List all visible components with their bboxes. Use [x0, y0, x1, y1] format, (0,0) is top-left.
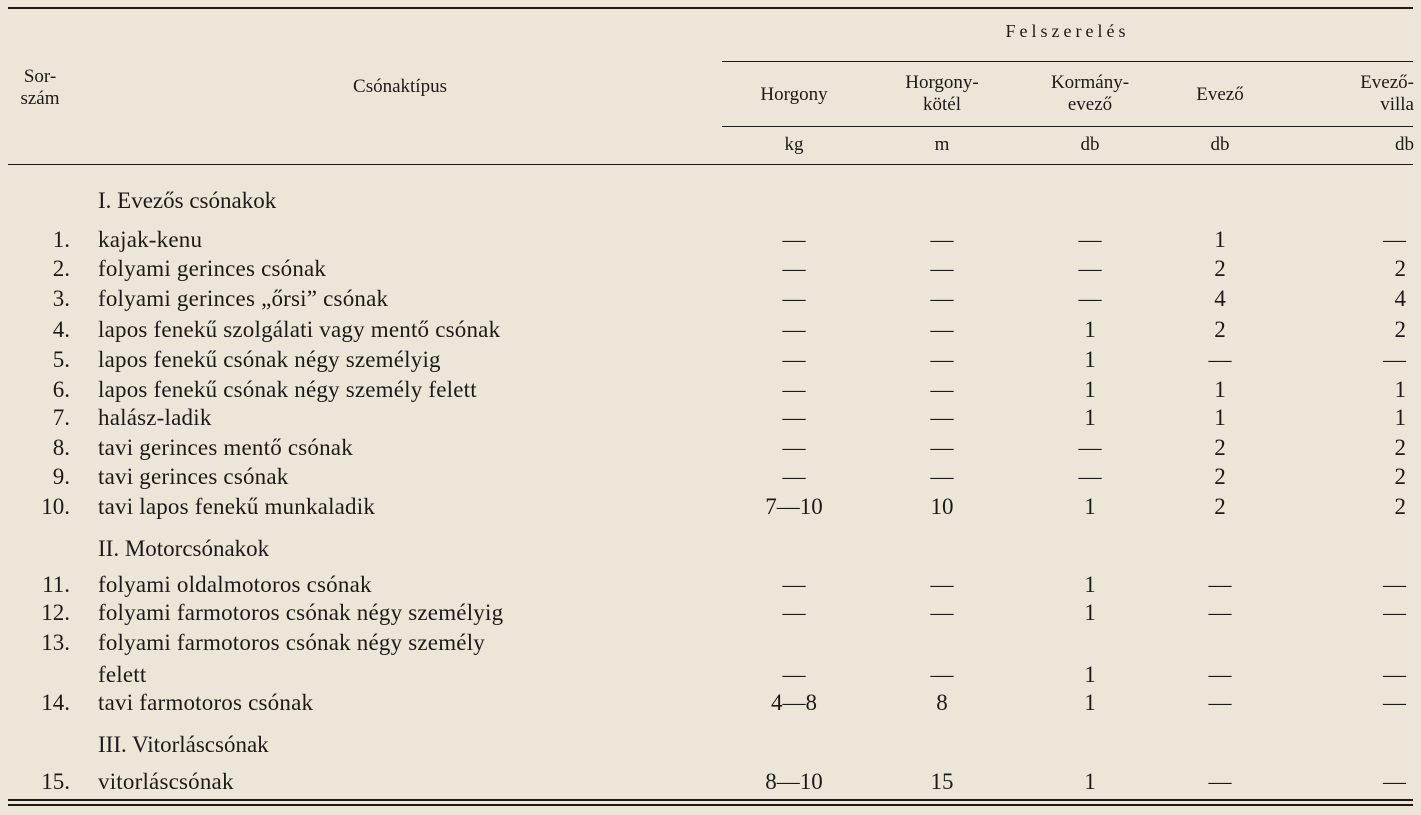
table-row [0, 284, 1421, 314]
row-boat-type: lapos fenekű szolgálati vagy mentő csónak [98, 317, 501, 342]
row-value: — [782, 435, 806, 460]
row-value: 1 [1084, 405, 1096, 430]
row-number: 1. [52, 227, 70, 252]
row-number: 10. [41, 494, 70, 519]
row-number: 7. [52, 405, 70, 430]
table-row [0, 375, 1421, 405]
row-number: 6. [52, 377, 70, 402]
row-value: 1 [1084, 600, 1096, 625]
header-kormanyevezo: Kormány- evező [1050, 72, 1130, 115]
row-value: 2 [1394, 256, 1406, 281]
row-value: 7—10 [765, 494, 823, 519]
row-value: 2 [1394, 435, 1406, 460]
header-horgonykotel: Horgony- kötél [905, 72, 979, 115]
row-value: 4—8 [771, 690, 817, 715]
row-number: 11. [42, 572, 70, 597]
header-evezo: Evező [1196, 84, 1244, 105]
table-row [0, 254, 1421, 284]
table-row [0, 403, 1421, 433]
row-value: 1 [1084, 377, 1096, 402]
row-value: 2 [1214, 494, 1226, 519]
row-value: — [1208, 347, 1232, 372]
row-value: — [1078, 256, 1102, 281]
row-value: 2 [1214, 435, 1226, 460]
row-number: 8. [52, 435, 70, 460]
row-value: — [930, 600, 954, 625]
row-value: — [930, 347, 954, 372]
row-value: 15 [930, 769, 954, 794]
row-boat-type: folyami farmotoros csónak négy személyig [98, 600, 504, 625]
row-value: 1 [1084, 317, 1096, 342]
row-value: — [1078, 464, 1102, 489]
row-value: — [1383, 662, 1406, 687]
row-value: 4 [1394, 286, 1406, 311]
row-value: — [782, 286, 806, 311]
table-row [0, 598, 1421, 628]
section-title: I. Evezős csónakok [98, 188, 277, 213]
row-value: — [1383, 227, 1406, 252]
row-value: — [930, 435, 954, 460]
row-boat-type: halász-ladik [98, 405, 212, 430]
table-row [0, 462, 1421, 492]
row-value: 2 [1214, 464, 1226, 489]
row-value: — [1208, 600, 1232, 625]
row-value: 1 [1394, 405, 1406, 430]
unit-horgony: kg [784, 134, 804, 155]
row-number: 4. [52, 317, 70, 342]
section-title: III. Vitorláscsónak [98, 732, 269, 757]
felszereles-rule [722, 61, 1413, 62]
row-value: — [930, 572, 954, 597]
header-horgony: Horgony [760, 84, 828, 105]
row-boat-type: tavi farmotoros csónak [98, 690, 314, 715]
row-value: — [1208, 690, 1232, 715]
row-value: — [930, 405, 954, 430]
row-value: — [782, 405, 806, 430]
row-value: 1 [1214, 227, 1226, 252]
header-bottom-rule [8, 164, 1413, 165]
row-boat-type-continued: felett [98, 662, 147, 687]
row-value: 4 [1214, 286, 1226, 311]
row-value: 1 [1084, 769, 1096, 794]
row-number: 14. [41, 690, 70, 715]
table-row [0, 628, 1421, 658]
table-row [0, 570, 1421, 600]
row-value: — [782, 317, 806, 342]
table-row-continuation [0, 660, 1421, 690]
row-value: 10 [930, 494, 954, 519]
row-number: 15. [41, 769, 70, 794]
table-row [0, 688, 1421, 718]
row-boat-type: vitorláscsónak [98, 769, 234, 794]
unit-horgonykotel: m [934, 134, 950, 155]
header-csonaktipus: Csónaktípus [353, 76, 447, 97]
row-value: — [1208, 662, 1232, 687]
row-value: 1 [1084, 690, 1096, 715]
row-boat-type: folyami farmotoros csónak négy személy [98, 630, 485, 655]
row-value: — [930, 256, 954, 281]
unit-evezovilla: db [1395, 134, 1414, 155]
row-value: — [782, 662, 806, 687]
row-value: 8 [936, 690, 948, 715]
row-value: — [930, 464, 954, 489]
row-value: — [1208, 572, 1232, 597]
row-value: 2 [1214, 256, 1226, 281]
unit-kormanyevezo: db [1080, 134, 1100, 155]
row-boat-type: folyami oldalmotoros csónak [98, 572, 372, 597]
row-value: 2 [1394, 494, 1406, 519]
row-boat-type: kajak-kenu [98, 227, 203, 252]
row-number: 12. [41, 600, 70, 625]
row-value: 1 [1214, 377, 1226, 402]
row-number: 2. [52, 256, 70, 281]
row-value: 1 [1084, 494, 1096, 519]
row-value: — [1208, 769, 1232, 794]
row-value: 1 [1394, 377, 1406, 402]
row-boat-type: folyami gerinces csónak [98, 256, 327, 281]
row-value: — [782, 256, 806, 281]
row-value: — [1078, 227, 1102, 252]
row-value: — [930, 317, 954, 342]
row-value: — [1383, 347, 1406, 372]
row-value: 2 [1214, 317, 1226, 342]
row-boat-type: folyami gerinces „őrsi” csónak [98, 286, 389, 311]
row-value: — [1383, 572, 1406, 597]
row-number: 3. [52, 286, 70, 311]
bottom-rule [8, 799, 1413, 801]
row-boat-type: lapos fenekű csónak négy személyig [98, 347, 441, 372]
table-row [0, 433, 1421, 463]
row-value: — [782, 464, 806, 489]
row-value: — [1383, 600, 1406, 625]
row-number: 13. [41, 630, 70, 655]
table-row [0, 492, 1421, 522]
row-value: — [782, 600, 806, 625]
row-number: 5. [52, 347, 70, 372]
unit-rule [722, 126, 1413, 127]
row-value: — [782, 377, 806, 402]
row-value: 1 [1084, 347, 1096, 372]
row-boat-type: tavi lapos fenekű munkaladik [98, 494, 376, 519]
row-value: — [782, 347, 806, 372]
row-value: 1 [1214, 405, 1226, 430]
row-value: 2 [1394, 317, 1406, 342]
row-value: — [930, 377, 954, 402]
row-value: 2 [1394, 464, 1406, 489]
unit-evezo: db [1210, 134, 1230, 155]
row-value: — [782, 227, 806, 252]
row-value: — [930, 227, 954, 252]
section-title: II. Motorcsónakok [98, 536, 270, 561]
row-value: 8—10 [765, 769, 823, 794]
bottom-rule-double [8, 804, 1413, 806]
row-value: — [1078, 286, 1102, 311]
header-felszereles: Felszerelés [1005, 21, 1130, 41]
top-rule [8, 7, 1413, 9]
row-value: 1 [1084, 662, 1096, 687]
row-boat-type: tavi gerinces mentő csónak [98, 435, 353, 460]
row-value: — [930, 286, 954, 311]
header-sor-szam: Sor- szám [20, 66, 60, 109]
table-row [0, 345, 1421, 375]
row-boat-type: lapos fenekű csónak négy személy felett [98, 377, 477, 402]
row-value: — [930, 662, 954, 687]
table-row [0, 767, 1421, 797]
row-value: — [1383, 769, 1406, 794]
row-number: 9. [52, 464, 70, 489]
table-row [0, 225, 1421, 255]
row-value: — [1383, 690, 1406, 715]
table-row [0, 315, 1421, 345]
row-value: — [782, 572, 806, 597]
row-boat-type: tavi gerinces csónak [98, 464, 289, 489]
header-evezovilla: Evező- villa [1360, 72, 1414, 115]
row-value: 1 [1084, 572, 1096, 597]
row-value: — [1078, 435, 1102, 460]
